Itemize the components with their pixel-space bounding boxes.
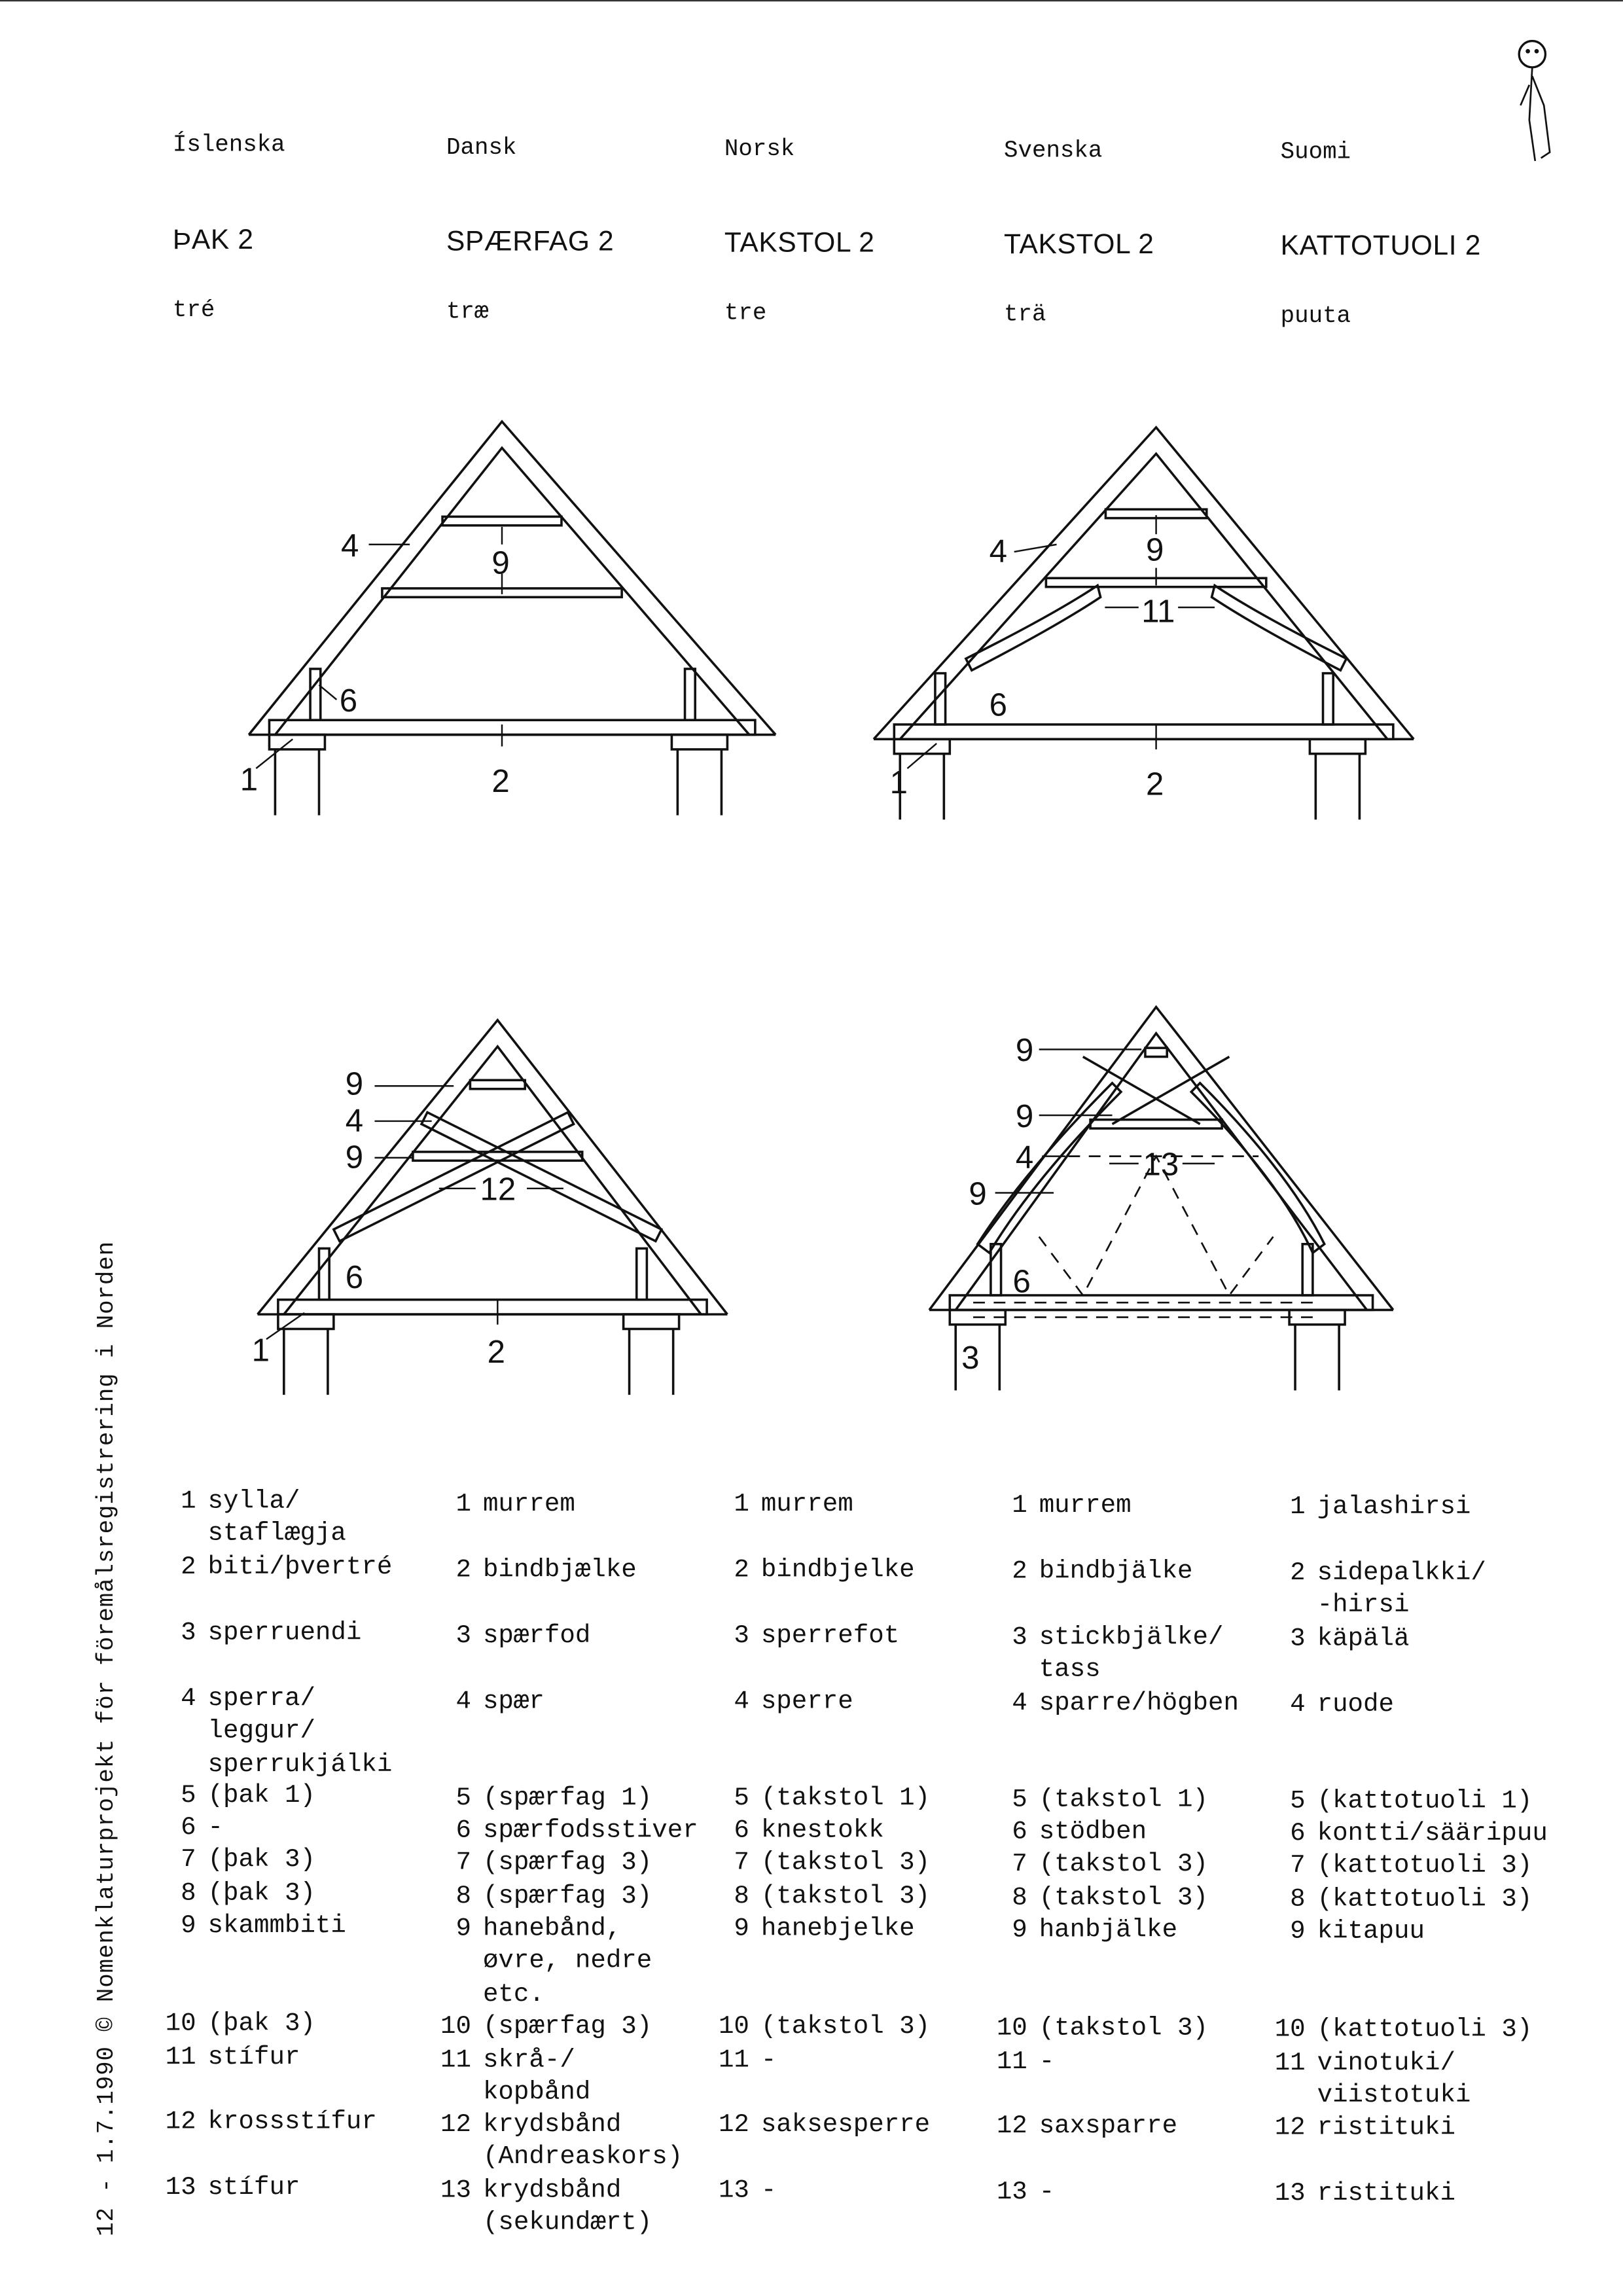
entry-number: 4 [455, 1687, 472, 1717]
glossary-entry-suomi-12 [1274, 2112, 1455, 2145]
entry-number: 9 [734, 1914, 749, 1944]
entry-number: 2 [455, 1556, 472, 1585]
glossary-entry-suomi-3 [1290, 1623, 1410, 1656]
knee-strut [637, 1248, 647, 1299]
glossary-entry-dansk-2 [455, 1554, 637, 1587]
glossary-entry-dansk-7 [455, 1847, 652, 1880]
entry-number: 10 [1274, 2015, 1306, 2045]
entry-term: (takstol 3) [760, 1882, 931, 1912]
glossary-entry-suomi-4 [1290, 1689, 1395, 1722]
entry-term: sperrefot [760, 1621, 900, 1651]
entry-term: (þak 3) [207, 1845, 315, 1875]
entry-number: 13 [165, 2173, 196, 2203]
entry-term: (þak 3) [207, 1879, 315, 1909]
entry-number: 6 [455, 1816, 472, 1846]
entry-number: 9 [1290, 1917, 1306, 1947]
entry-number: 7 [1012, 1850, 1027, 1880]
glossary-entry-norsk-2 [734, 1554, 915, 1587]
glossary-entry-islenska-10 [165, 2008, 315, 2041]
entry-number: 2 [181, 1552, 196, 1583]
d4-label-6: 6 [1012, 1263, 1031, 1300]
entry-term: murrem [482, 1490, 575, 1520]
entry-number: 5 [734, 1784, 749, 1814]
entry-term: (kattotuoli 3) [1317, 1885, 1533, 1914]
entry-term: krydsbånd (Andreaskors) [482, 2110, 683, 2173]
d2-label-9: 9 [1145, 531, 1164, 568]
glossary-entry-islenska-11 [165, 2041, 300, 2074]
entry-term: (spærfag 3) [482, 1882, 652, 1912]
entry-term: skrå-/ kopbånd [482, 2046, 591, 2108]
title-dansk: SPÆRFAG 2 [446, 226, 615, 258]
entry-number: 6 [1290, 1819, 1306, 1849]
d2-label-4: 4 [989, 533, 1008, 569]
glossary-entry-dansk-4 [455, 1686, 544, 1719]
entry-number: 5 [455, 1784, 472, 1814]
entry-number: 10 [440, 2012, 472, 2042]
entry-term: stífur [207, 2043, 300, 2073]
entry-term: bindbjelke [760, 1556, 915, 1585]
entry-number: 11 [165, 2043, 196, 2073]
language-svenska: Svenska [1004, 137, 1103, 164]
entry-term: spærfod [482, 1621, 591, 1651]
entry-number: 6 [181, 1813, 196, 1843]
entry-term: (takstol 3) [1039, 2014, 1209, 2043]
entry-term: - [207, 1813, 224, 1843]
entry-number: 4 [734, 1687, 749, 1717]
glossary-entry-islenska-4 [181, 1683, 393, 1782]
wall-plate [624, 1314, 679, 1329]
glossary-entry-dansk-10 [440, 2011, 652, 2044]
entry-number: 11 [1274, 2049, 1306, 2079]
glossary-entry-dansk-11 [440, 2045, 591, 2110]
title-norsk: TAKSTOL 2 [724, 228, 875, 259]
entry-number: 7 [734, 1848, 749, 1878]
entry-number: 4 [181, 1684, 196, 1714]
entry-number: 3 [1012, 1623, 1027, 1653]
rafter-outer [258, 1020, 728, 1314]
d1-label-4: 4 [341, 527, 359, 564]
glossary-entry-svenska-7 [1012, 1848, 1209, 1881]
entry-number: 12 [1274, 2113, 1306, 2143]
entry-number: 8 [455, 1882, 472, 1912]
collar-beam [470, 1080, 525, 1088]
entry-term: (takstol 1) [760, 1784, 931, 1814]
d3-label-12: 12 [480, 1171, 516, 1208]
glossary-entry-islenska-2 [181, 1551, 393, 1584]
entry-number: 1 [1290, 1492, 1306, 1522]
collar-beam [1090, 1120, 1222, 1128]
entry-number: 9 [1012, 1916, 1027, 1945]
entry-number: 8 [734, 1882, 749, 1912]
glossary-entry-islenska-1 [181, 1486, 346, 1551]
entry-number: 13 [440, 2176, 472, 2206]
entry-term: murrem [1039, 1491, 1132, 1521]
glossary-entry-norsk-13 [718, 2175, 777, 2208]
entry-term: käpälä [1317, 1624, 1410, 1654]
entry-number: 12 [440, 2110, 472, 2140]
entry-number: 1 [455, 1490, 472, 1520]
glossary-entry-svenska-2 [1012, 1556, 1193, 1588]
entry-number: 1 [1012, 1491, 1027, 1521]
entry-term: saksesperre [760, 2110, 931, 2140]
tie-beam [269, 720, 755, 734]
entry-term: stífur [207, 2173, 300, 2203]
glossary-entry-islenska-9 [181, 1910, 346, 1943]
glossary-entry-norsk-10 [718, 2011, 931, 2044]
entry-number: 4 [1290, 1690, 1306, 1720]
glossary-entry-suomi-11 [1274, 2047, 1471, 2113]
entry-number: 7 [181, 1845, 196, 1875]
d2-label-6: 6 [989, 687, 1008, 723]
d4-label-4: 4 [1015, 1139, 1034, 1175]
glossary-entry-svenska-3 [1012, 1622, 1224, 1687]
d4-label-9c: 9 [969, 1175, 987, 1212]
glossary-entry-svenska-1 [1012, 1490, 1132, 1522]
glossary-entry-svenska-10 [996, 2013, 1209, 2045]
entry-number: 1 [181, 1486, 196, 1516]
glossary-entry-islenska-12 [165, 2106, 377, 2139]
entry-term: - [1039, 2047, 1055, 2077]
curved-brace [966, 585, 1101, 670]
entry-number: 2 [1290, 1558, 1306, 1588]
entry-number: 8 [1290, 1885, 1306, 1914]
d1-label-2: 2 [491, 762, 510, 799]
glossary-entry-dansk-5 [455, 1783, 652, 1816]
entry-term: kitapuu [1317, 1917, 1425, 1947]
wall-plate [269, 735, 325, 749]
entry-term: jalashirsi [1317, 1492, 1471, 1522]
glossary-entry-suomi-5 [1290, 1785, 1533, 1818]
glossary-entry-norsk-1 [734, 1488, 853, 1521]
entry-term: sidepalkki/ -hirsi [1317, 1558, 1486, 1621]
entry-term: sperre [760, 1687, 853, 1717]
entry-number: 3 [1290, 1624, 1306, 1654]
glossary-entry-islenska-7 [181, 1844, 315, 1877]
entry-number: 10 [165, 2009, 196, 2039]
entry-number: 13 [718, 2176, 749, 2206]
glossary-entry-dansk-1 [455, 1488, 575, 1521]
entry-term: knestokk [760, 1816, 884, 1846]
entry-number: 4 [1012, 1689, 1027, 1719]
entry-number: 3 [455, 1621, 472, 1651]
d3-label-9b: 9 [345, 1139, 364, 1175]
glossary-entry-suomi-8 [1290, 1884, 1533, 1916]
entry-number: 12 [996, 2111, 1027, 2142]
material-norsk: tre [724, 300, 767, 327]
entry-term: (spærfag 3) [482, 1848, 652, 1878]
leader-line [1014, 545, 1057, 552]
glossary-entry-norsk-8 [734, 1881, 931, 1914]
tie-beam [894, 725, 1393, 739]
collar-beam [413, 1152, 582, 1160]
material-svenska: trä [1004, 301, 1046, 328]
material-islenska: tré [172, 296, 215, 324]
glossary-entry-suomi-13 [1274, 2178, 1455, 2210]
glossary-entry-dansk-6 [455, 1815, 698, 1848]
entry-term: murrem [760, 1490, 853, 1520]
d3-label-2: 2 [487, 1333, 506, 1370]
knee-strut [319, 1248, 329, 1299]
d1-label-6: 6 [339, 682, 358, 719]
entry-number: 8 [181, 1879, 196, 1909]
glossary-entry-suomi-10 [1274, 2014, 1533, 2047]
glossary-entry-suomi-7 [1290, 1850, 1533, 1883]
rafter-outer [249, 422, 776, 735]
entry-term: bindbjälke [1039, 1557, 1193, 1587]
entry-number: 5 [1012, 1785, 1027, 1815]
glossary-entry-norsk-3 [734, 1620, 900, 1653]
glossary-entry-suomi-9 [1290, 1916, 1425, 1948]
entry-term: hanebånd, øvre, nedre etc. [482, 1914, 652, 2009]
entry-number: 3 [734, 1621, 749, 1651]
entry-term: stickbjälke/ tass [1039, 1623, 1224, 1685]
entry-term: (takstol 3) [760, 2012, 931, 2042]
knee-strut [310, 669, 321, 720]
leader-line [319, 685, 336, 700]
glossary-entry-suomi-1 [1290, 1492, 1471, 1524]
knee-strut [991, 1244, 1001, 1295]
entry-term: bindbjælke [482, 1556, 637, 1585]
entry-term: spær [482, 1687, 544, 1717]
entry-number: 11 [440, 2046, 472, 2075]
entry-term: - [760, 2046, 777, 2075]
curved-brace [1212, 585, 1347, 670]
entry-number: 12 [165, 2108, 196, 2137]
entry-number: 10 [718, 2012, 749, 2042]
entry-term: krossstífur [207, 2108, 377, 2137]
entry-number: 11 [718, 2046, 749, 2075]
entry-number: 1 [734, 1490, 749, 1520]
wall-plate [1310, 739, 1365, 753]
d1-label-1: 1 [240, 761, 259, 798]
d4-label-13: 13 [1143, 1146, 1179, 1183]
leader-line [907, 744, 936, 768]
language-norsk: Norsk [724, 135, 795, 163]
entry-term: sperra/ leggur/ sperrukjálki [207, 1684, 393, 1780]
entry-number: 2 [734, 1556, 749, 1585]
glossary-entry-svenska-12 [996, 2111, 1178, 2144]
entry-number: 9 [181, 1911, 196, 1941]
glossary-entry-norsk-6 [734, 1815, 884, 1848]
wall-plate [671, 735, 727, 749]
entry-term: sparre/högben [1039, 1689, 1240, 1719]
entry-number: 6 [734, 1816, 749, 1846]
glossary-entry-norsk-5 [734, 1783, 931, 1816]
glossary-entry-dansk-13 [440, 2175, 652, 2240]
entry-term: ristituki [1317, 2113, 1455, 2143]
glossary-entry-suomi-6 [1290, 1818, 1548, 1850]
entry-term: vinotuki/ viistotuki [1317, 2049, 1471, 2111]
glossary-entry-svenska-11 [996, 2046, 1055, 2079]
entry-term: skammbiti [207, 1911, 346, 1941]
glossary-entry-dansk-12 [440, 2109, 683, 2174]
d4-label-9a: 9 [1015, 1032, 1034, 1069]
wall-plate [1289, 1310, 1345, 1324]
entry-term: sylla/ staflægja [207, 1486, 346, 1549]
entry-number: 8 [1012, 1883, 1027, 1913]
entry-term: ristituki [1317, 2179, 1455, 2209]
entry-term: (kattotuoli 3) [1317, 1851, 1533, 1881]
curved-brace [978, 1083, 1121, 1253]
glossary-entry-norsk-7 [734, 1847, 931, 1880]
glossary-entry-norsk-4 [734, 1686, 853, 1719]
entry-number: 2 [1012, 1557, 1027, 1587]
d3-label-1: 1 [251, 1332, 270, 1369]
glossary-entry-dansk-8 [455, 1881, 652, 1914]
glossary-entry-dansk-3 [455, 1620, 591, 1653]
glossary-entry-islenska-6 [181, 1812, 224, 1844]
entry-term: (takstol 3) [760, 1848, 931, 1878]
entry-term: - [1039, 2178, 1055, 2208]
glossary-entry-islenska-13 [165, 2172, 300, 2205]
language-dansk: Dansk [446, 134, 517, 161]
d2-label-2: 2 [1145, 766, 1164, 802]
entry-term: (þak 3) [207, 2009, 315, 2039]
title-svenska: TAKSTOL 2 [1004, 230, 1154, 261]
d2-label-11: 11 [1141, 593, 1175, 630]
entry-term: hanebjelke [760, 1914, 915, 1944]
d4-label-3: 3 [961, 1339, 980, 1376]
glossary-entry-norsk-11 [718, 2045, 777, 2077]
glossary-entry-islenska-5 [181, 1780, 315, 1812]
tie-beam [278, 1300, 707, 1314]
glossary-entry-svenska-6 [1012, 1816, 1147, 1849]
entry-term: stödben [1039, 1818, 1147, 1848]
wall-plate [894, 739, 950, 753]
entry-number: 6 [1012, 1818, 1027, 1848]
entry-term: (kattotuoli 1) [1317, 1787, 1533, 1817]
entry-term: (takstol 3) [1039, 1850, 1209, 1880]
d3-label-6: 6 [345, 1259, 364, 1295]
entry-term: kontti/sääripuu [1317, 1819, 1548, 1849]
entry-number: 13 [996, 2178, 1027, 2208]
knee-strut [1323, 673, 1334, 725]
entry-number: 3 [181, 1619, 196, 1648]
entry-term: biti/þvertré [207, 1552, 393, 1583]
glossary-entry-svenska-13 [996, 2176, 1055, 2209]
entry-number: 7 [1290, 1851, 1306, 1881]
entry-term: (takstol 3) [1039, 1883, 1209, 1913]
material-suomi: puuta [1280, 302, 1351, 330]
diagram-truss-4 [929, 1007, 1393, 1391]
glossary-entry-svenska-8 [1012, 1882, 1209, 1915]
d2-label-1: 1 [889, 764, 908, 801]
entry-term: - [760, 2176, 777, 2206]
leader-line [266, 1313, 304, 1339]
side-footer-text: 12 - 1.7.1990 © Nomenklaturprojekt för föremålsregistrering i Norden [94, 1241, 120, 2236]
language-islenska: Íslenska [172, 132, 285, 158]
entry-term: hanbjälke [1039, 1916, 1178, 1945]
glossary-entry-svenska-4 [1012, 1687, 1240, 1720]
glossary-entry-svenska-5 [1012, 1784, 1209, 1817]
entry-term: spærfodsstiver [482, 1816, 698, 1846]
brace [421, 1113, 662, 1242]
language-suomi: Suomi [1280, 139, 1351, 166]
entry-number: 9 [455, 1914, 472, 1944]
material-dansk: træ [446, 298, 489, 325]
glossary-entry-islenska-3 [181, 1617, 362, 1650]
entry-term: saxsparre [1039, 2111, 1178, 2142]
entry-number: 5 [1290, 1787, 1306, 1817]
d3-label-9a: 9 [345, 1066, 364, 1102]
entry-term: sperruendi [207, 1619, 362, 1648]
entry-term: (takstol 1) [1039, 1785, 1209, 1815]
entry-term: (spærfag 3) [482, 2012, 652, 2042]
diagram-truss-1 [249, 422, 776, 816]
collar-beam [1145, 1048, 1167, 1056]
d3-label-4: 4 [345, 1102, 364, 1139]
glossary-entry-suomi-2 [1290, 1557, 1486, 1623]
glossary-entry-dansk-9 [455, 1913, 652, 2011]
entry-number: 7 [455, 1848, 472, 1878]
collar-beam [442, 516, 562, 525]
entry-number: 5 [181, 1781, 196, 1811]
entry-number: 12 [718, 2110, 749, 2140]
entry-number: 10 [996, 2014, 1027, 2043]
entry-number: 11 [996, 2047, 1027, 2077]
entry-term: krydsbånd (sekundært) [482, 2176, 652, 2238]
title-islenska: ÞAK 2 [172, 225, 254, 257]
glossary-entry-islenska-8 [181, 1878, 315, 1910]
wall-plate [278, 1314, 334, 1329]
glossary-entry-norsk-9 [734, 1913, 915, 1946]
entry-term: (kattotuoli 3) [1317, 2015, 1533, 2045]
d4-label-9b: 9 [1015, 1098, 1034, 1134]
d1-label-9: 9 [491, 545, 510, 581]
entry-number: 13 [1274, 2179, 1306, 2209]
knee-strut [685, 669, 696, 720]
entry-term: (spærfag 1) [482, 1784, 652, 1814]
title-suomi: KATTOTUOLI 2 [1280, 231, 1481, 262]
glossary-entry-norsk-12 [718, 2109, 931, 2142]
entry-term: (þak 1) [207, 1781, 315, 1811]
glossary-entry-svenska-9 [1012, 1914, 1178, 1947]
entry-term: ruode [1317, 1690, 1395, 1720]
